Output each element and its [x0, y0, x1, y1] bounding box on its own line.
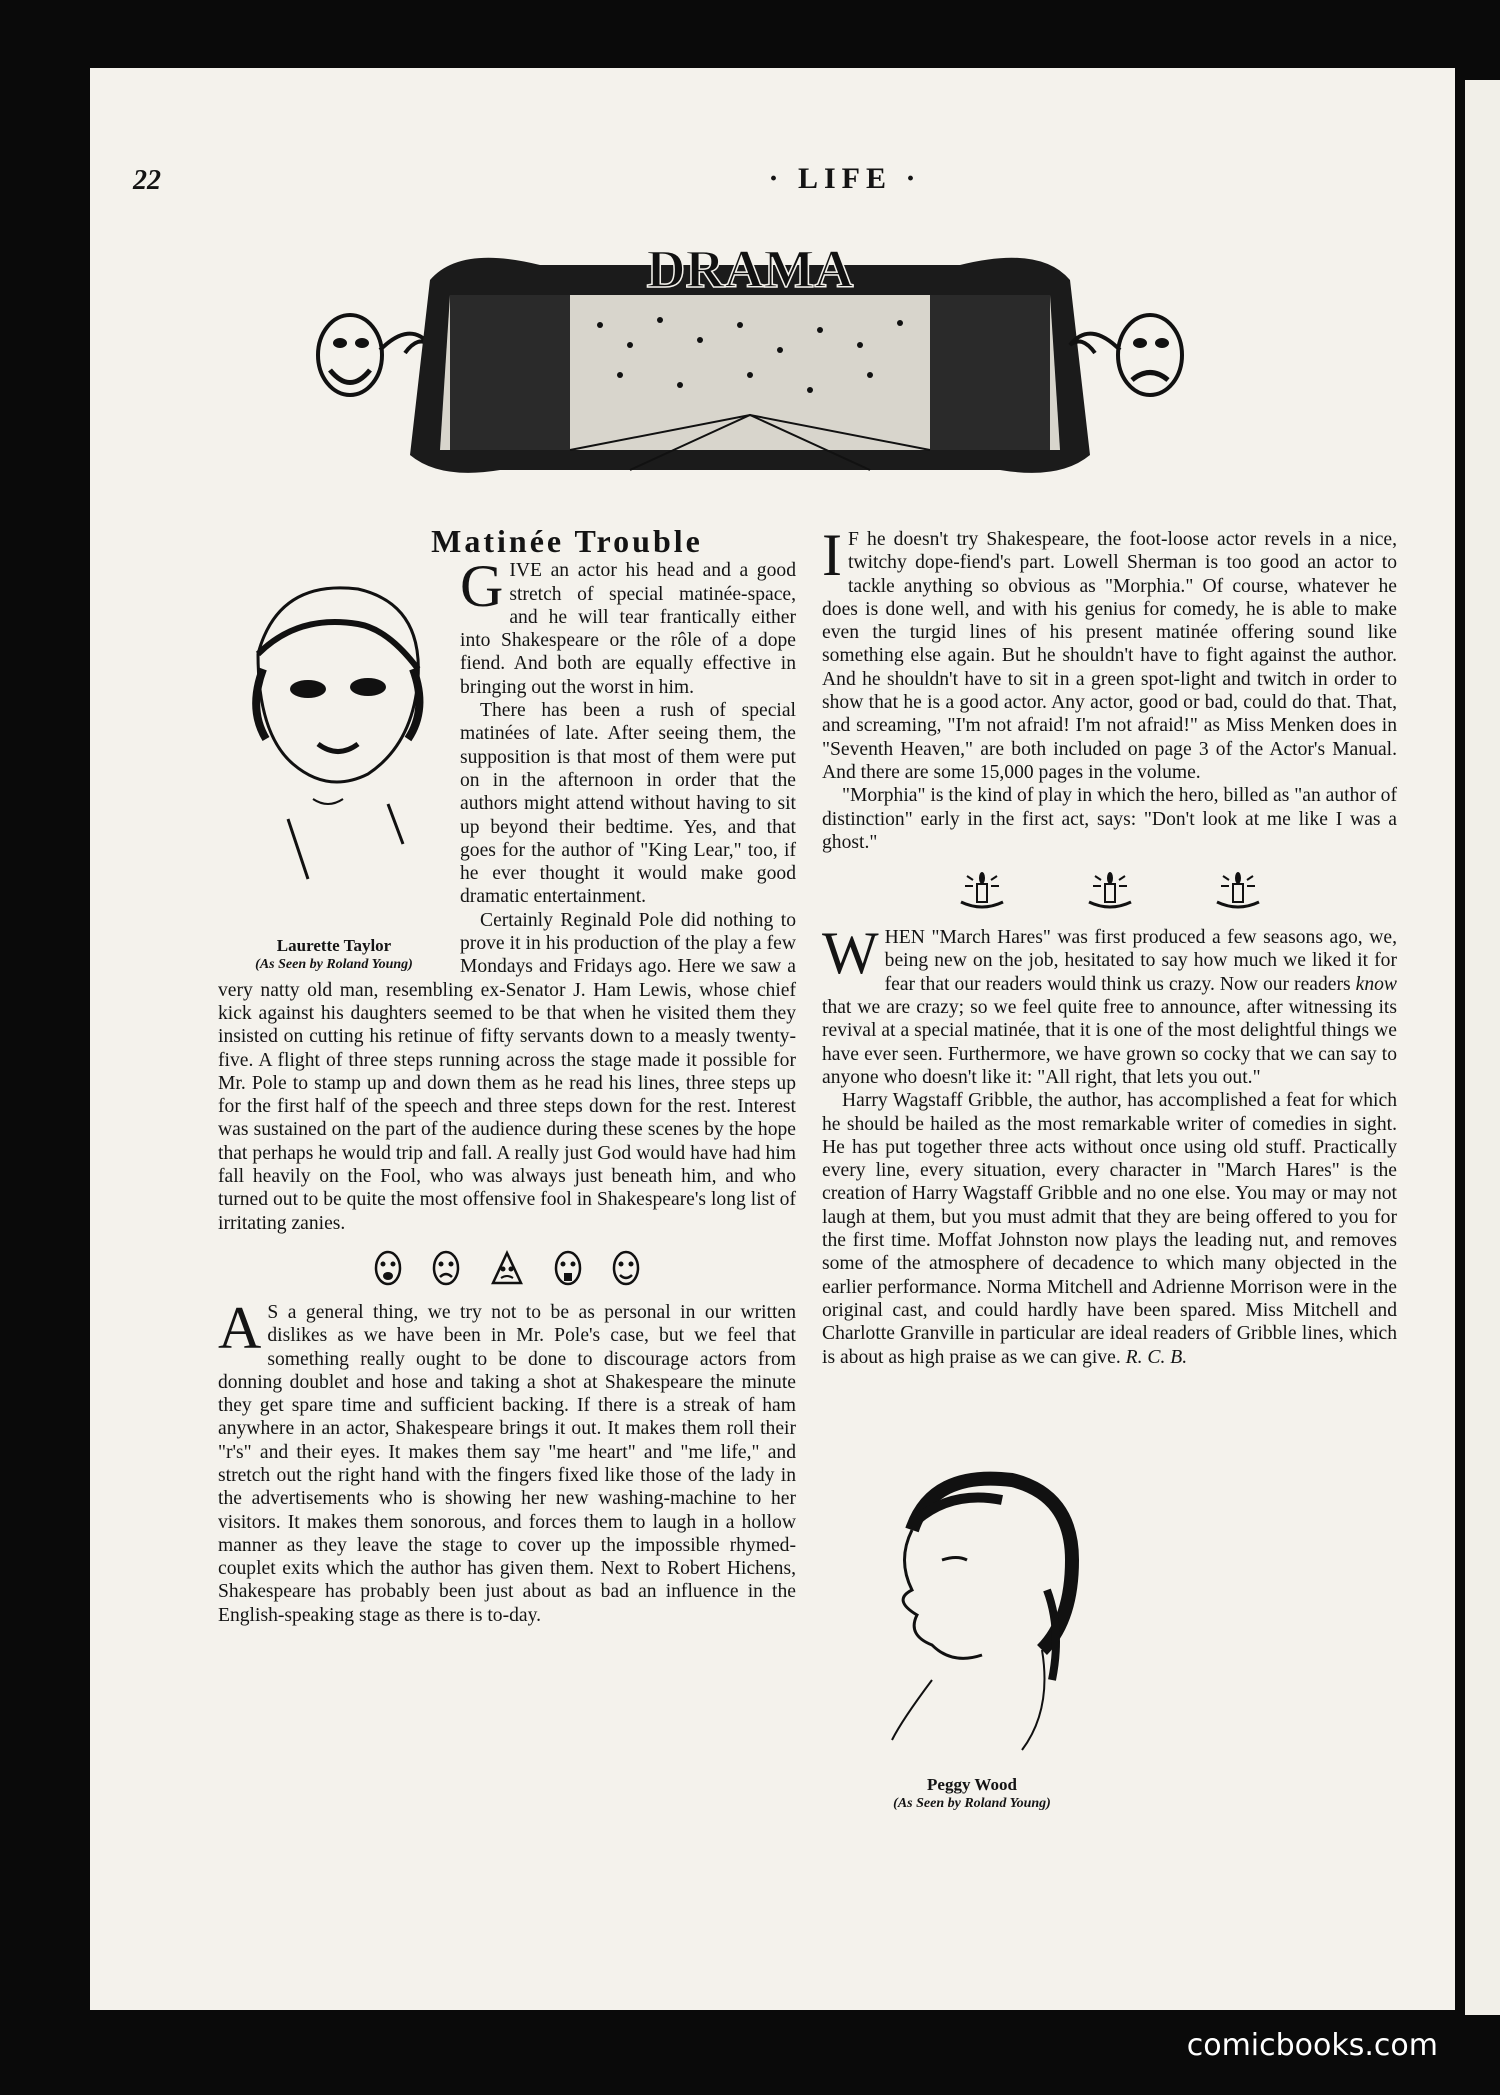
watermark: comicbooks.com	[1186, 2028, 1438, 2063]
article-title: Matinée Trouble	[431, 523, 703, 559]
emphasis-know: know	[1355, 973, 1397, 995]
mask-ornament-row	[218, 1239, 796, 1297]
dropcap-g: G	[460, 553, 504, 620]
article3-paragraph-2: Harry Wagstaff Gribble, the author, has accomplished a feat for which he should be hailed as the most remarkable writer of comedies in sight. He has put together three acts without once using old stuff. Practically every line, every situation, every character in "March Hares" is the creation of Harry Wagstaff Gribble and no one else. You may or may not laugh at them, but you must admit that they are being offered to you for the first time. Moffat Johnston now plays the leading nut, and removes some of the atmosphere of decadence to which many objected in the earlier performance. Norma Mitchell and Adrienne Morrison were in the original cast, and could hardly have been spared. Miss Mitchell and Charlotte Granville in particular are ideal readers of Gribble lines, which is about as high praise as we can give. R. C. B.	[822, 1090, 1397, 1368]
mask-ornament-icon	[553, 1249, 583, 1287]
mask-ornament-icon	[431, 1249, 461, 1287]
mask-ornament-icon	[489, 1249, 525, 1287]
laurette-taylor-sketch	[218, 559, 450, 929]
laurette-taylor-portrait	[218, 559, 450, 975]
right-tragedy-mask	[1070, 315, 1182, 395]
article1-paragraph-4: A S a general thing, we try not to be as personal in our written dislikes as we have been in Mr. Pole's case, but we feel that something really ought to be done to discourage actors from donning doublet and hose and taking a shot at Shakespeare the minute they get spare time and sufficient backing. If there is a streak of ham anywhere in an actor, Shakespeare brings it out. It makes them roll their "r's" and their eyes. It makes them say "me heart" and "me life," and stretch out the right hand with the fingers fixed like those of the lady in the advertisements who is showing her new washing-machine to her visitors. It makes them sonorous, and forces them to laugh in a hollow manner as they leave the stage to cover up the impossible rhymed-couplet exits which the author has given them. Next to Robert Hichens, Shakespeare has probably been just about as bad an influence in the English-speaking stage as there is to-day.	[218, 1294, 796, 1626]
candle-ornament-row	[822, 860, 1397, 920]
portrait-caption-credit: (As Seen by Roland Young)	[255, 956, 413, 972]
article1-paragraph-3: Certainly Reginald Pole did nothing to prove it in his production of the play a few Mondays and Fridays ago. Here we saw a very natty old man, resembling ex-Senator J. Ham Lewis, whose chief kick against his daughters seemed to be that when he visited them they insisted on cutting his retinue of fifty servants down to a measly twenty-five. A flight of three steps running across the stage made it possible for Mr. Pole to stamp up and down them as he read his lines, three steps up for the first half of the speech and three steps down for the rest. Interest was sustained on the part of the audience during these scenes by the hope that perhaps he would trip and fall. A really just God would have had him fall heavily on the Fool, who was always just beneath him, and who turned out to be quite the most offensive fool in Shakespeare's long list of irritating zanies.	[218, 909, 796, 1234]
signature: R. C. B.	[1125, 1346, 1188, 1368]
left-column	[218, 520, 796, 1627]
mask-ornament-icon	[373, 1249, 403, 1287]
article2-paragraph-1: I F he doesn't try Shakespeare, the foot-loose actor revels in a nice, twitchy dope-fiend's part. Lowell Sherman is too good an actor to tackle anything so obvious as "Morphia." Of course, whatever he does is done well, and with his genius for comedy, he is able to make even the turgid lines of his present matinée offering sound like something else again. But he shouldn't have to fight against the author. And he shouldn't have to sit in a green spot-light and twitch in order to show that he is a good actor. Any actor, good or bad, could do that. That, and screaming, "I'm not afraid! I'm not afraid!" as Miss Menken does in "Seventh Heaven," are both included on page 3 of the Actor's Manual. And there are some 15,000 pages in the volume.	[822, 522, 1397, 783]
candle-icon	[1211, 868, 1265, 912]
portrait-caption-name: Laurette Taylor	[276, 935, 392, 955]
dropcap-w: W	[822, 920, 879, 987]
left-comedy-mask	[318, 315, 430, 395]
mask-ornament-icon	[611, 1249, 641, 1287]
peggy-wood-portrait	[822, 1450, 1122, 1812]
right-column	[822, 522, 1397, 1369]
masthead: · LIFE ·	[768, 162, 922, 195]
candle-icon	[1083, 868, 1137, 912]
dropcap-a: A	[218, 1294, 262, 1361]
dropcap-i: I	[822, 522, 842, 588]
article1-paragraph-1: GIVE an actor his head and a good stretch of special matinée-space, and he will tear frantically either into Shakespeare or the rôle of a dope fiend. And both are equally effective in bringing out the worst in him.	[460, 553, 796, 698]
peggy-wood-sketch	[822, 1450, 1122, 1770]
article3-paragraph-1: WHEN "March Hares" was first produced a few seasons ago, we, being new on the job, hesitated to say how much we liked it for fear that our readers would think us crazy. Now our readers know that we are crazy; so we feel quite free to announce, after witnessing its revival at a special matinée, that it is one of the most delightful things we have ever seen. Furthermore, we have grown so cocky that we can say to anyone who doesn't like it: "All right, that lets you out."	[822, 920, 1397, 1088]
facing-page-edge	[1465, 80, 1500, 2015]
portrait-caption-name: Peggy Wood	[927, 1775, 1017, 1794]
page-number: 22	[133, 165, 161, 196]
banner-title: DRAMA	[646, 239, 854, 299]
drama-banner-illustration	[300, 225, 1200, 500]
article2-paragraph-2: "Morphia" is the kind of play in which the hero, billed as "an author of distinction" early in the first act, says: "Don't look at me like I was a ghost."	[822, 785, 1397, 853]
portrait-caption-credit: (As Seen by Roland Young)	[893, 1796, 1051, 1811]
candle-icon	[955, 868, 1009, 912]
article1-paragraph-2: There has been a rush of special matinées of late. After seeing them, the supposition is that most of them were put on in the afternoon in order that the authors might attend without having to sit up beyond their bedtime. Yes, and that goes for the author of "King Lear," too, if he ever thought it would make good dramatic entertainment.	[460, 700, 796, 908]
